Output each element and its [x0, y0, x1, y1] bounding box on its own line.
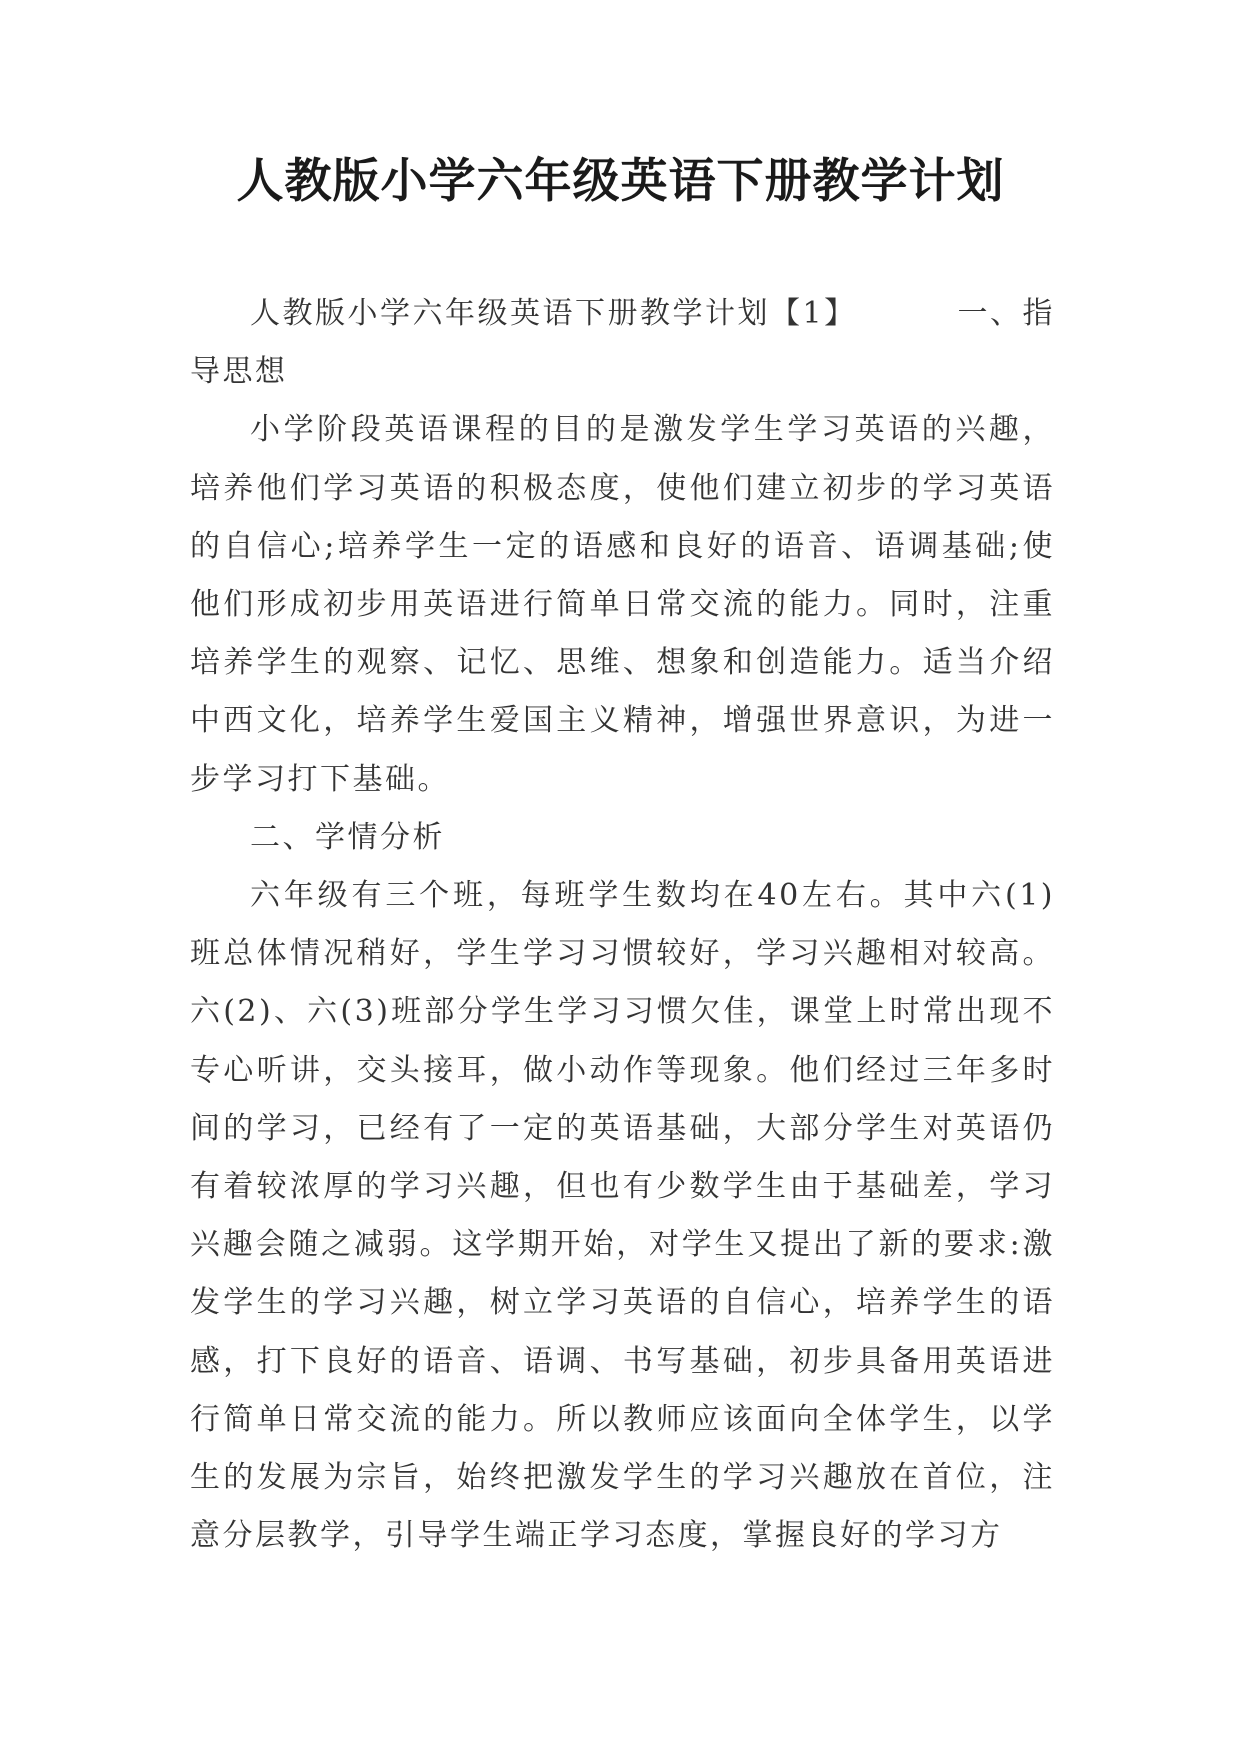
paragraph-student-analysis: 六年级有三个班，每班学生数均在40左右。其中六(1)班总体情况稍好，学生学习习惯较好，学习兴趣相对较高。六(2)、六(3)班部分学生学习习惯欠佳，课堂上时常出现不专心听讲，交头接耳，做小动作等现象。他们经过三年多时间的学习，已经有了一定的英语基础，大部分学生对英语仍有着较浓厚的学习兴趣，但也有少数学生由于基础差，学习兴趣会随之减弱。这学期开始，对学生又提出了新的要求:激发学生的学习兴趣，树立学习英语的自信心，培养学生的语感，打下良好的语音、语调、书写基础，初步具备用英语进行简单日常交流的能力。所以教师应该面向全体学生，以学生的发展为宗旨，始终把激发学生的学习兴趣放在首位，注意分层教学，引导学生端正学习态度，掌握良好的学习方 [190, 878, 1055, 1554]
document-title: 人教版小学六年级英语下册教学计划 [236, 154, 1005, 209]
plan-subtitle: 人教版小学六年级英语下册教学计划【1】 [250, 296, 857, 331]
document-body [190, 285, 1055, 1565]
section-heading-line [190, 285, 1055, 343]
section-heading-student-analysis: 二、学情分析 [250, 819, 445, 855]
section-heading-continuation: 导思想 [190, 354, 288, 390]
section-number-start: 一、指 [957, 296, 1055, 331]
paragraph-guiding-thought: 小学阶段英语课程的目的是激发学生学习英语的兴趣，培养他们学习英语的积极态度，使他们建立初步的学习英语的自信心;培养学生一定的语感和良好的语音、语调基础;使他们形成初步用英语进行简单日常交流的能力。同时，注重培养学生的观察、记忆、思维、想象和创造能力。适当介绍中西文化，培养学生爱国主义精神，增强世界意识，为进一步学习打下基础。 [190, 412, 1055, 797]
